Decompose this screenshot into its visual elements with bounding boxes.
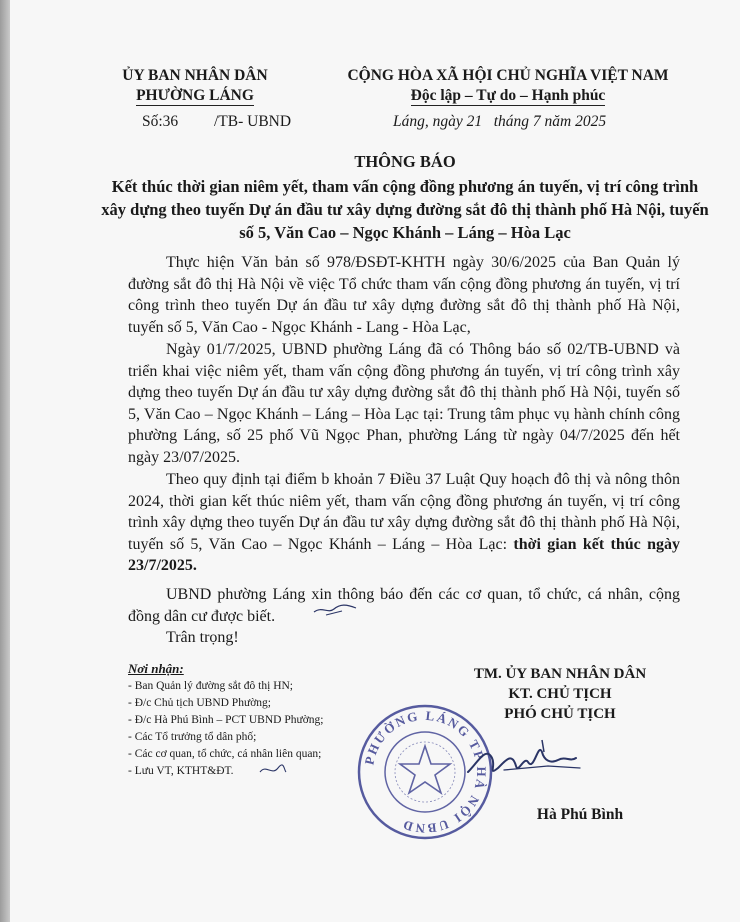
document-subtitle: Kết thúc thời gian niêm yết, tham vấn cộng đồng phương án tuyến, vị trí công trình xây dựng theo tuyến Dự án đầu tư xây dựng đường sắt đô thị thành phố Hà Nội, tuyến số 5, Văn Cao – Ngọc Khánh – Láng – Hòa Lạc <box>101 177 709 242</box>
document-page <box>10 0 740 922</box>
national-header <box>328 66 688 106</box>
doc-number-label: Số:36 <box>142 113 179 130</box>
recipient-item: - Các cơ quan, tổ chức, cá nhân liên quan; <box>128 748 322 760</box>
body-paragraph-5 <box>128 627 680 649</box>
recipient-item: - Đ/c Hà Phú Bình – PCT UBND Phường; <box>128 714 324 726</box>
doc-number-suffix: /TB- UBND <box>214 113 292 130</box>
signature-line2: KT. CHỦ TỊCH <box>508 686 612 702</box>
place-date: Láng, ngày 21 tháng 7 năm 2025 <box>393 113 607 130</box>
issuing-org <box>110 66 280 106</box>
document-title: THÔNG BÁO <box>354 152 456 171</box>
signature-line1: TM. ỦY BAN NHÂN DÂN <box>473 666 647 682</box>
recipient-item: - Ban Quản lý đường sắt đô thị HN; <box>128 680 293 692</box>
paragraph-text: UBND phường Láng xin thông báo đến các cơ quan, tổ chức, cá nhân, cộng đồng dân cư được biết. <box>128 586 680 625</box>
signature-line3: PHÓ CHỦ TỊCH <box>504 706 616 722</box>
initial-mark-icon <box>312 600 358 618</box>
body-paragraph-3 <box>128 469 680 577</box>
deadline-text: thời gian kết thúc ngày 23/7/2025. <box>128 535 680 574</box>
signer-name: Hà Phú Bình <box>536 806 624 823</box>
recipient-item: - Đ/c Chủ tịch UBND Phường; <box>128 697 271 709</box>
svg-text:PHƯỜNG LÁNG TP HÀ NỘI UBND: PHƯỜNG LÁNG TP HÀ NỘI UBND <box>361 707 490 837</box>
recipient-item: - Các Tổ trưởng tổ dân phố; <box>128 731 257 743</box>
body-paragraph-2 <box>128 339 680 468</box>
country-name: CỘNG HÒA XÃ HỘI CHỦ NGHĨA VIỆT NAM <box>347 67 669 84</box>
recipients-list <box>128 660 378 780</box>
org-line2: PHƯỜNG LÁNG <box>136 87 254 104</box>
paragraph-text: Theo quy định tại điểm b khoản 7 Điều 37 Luật Quy hoạch đô thị và nông thôn 2024, thời gian kết thúc niêm yết, tham vấn cộng đồng phương án tuyến, vị trí công trình xây dựng theo tuyến Dự án đầu tư xây dựng đường sắt đô thị thành phố Hà Nội, tuyến số 5, Văn Cao – Ngọc Khánh – Láng – Hòa Lạc: thời gian kết thúc ngày 23/7/2025. <box>128 471 680 574</box>
paragraph-text: Thực hiện Văn bản số 978/ĐSĐT-KHTH ngày 30/6/2025 của Ban Quản lý đường sắt đô thị Hà Nội về việc Tổ chức tham vấn cộng đồng phương án tuyến, vị trí công trình theo tuyến Dự án đầu tư xây dựng đường sắt đô thị thành phố Hà Nội, tuyến số 5, Văn Cao - Ngọc Khánh - Lang - Hòa Lạc, <box>128 254 680 336</box>
org-line1: ỦY BAN NHÂN DÂN <box>122 67 268 84</box>
body-paragraph-4 <box>128 584 680 627</box>
paragraph-text: Ngày 01/7/2025, UBND phường Láng đã có Thông báo số 02/TB-UBND và triển khai việc niêm yết, tham vấn cộng đồng phương án tuyến, vị trí công trình xây dựng theo tuyến Dự án đầu tư xây dựng đường sắt đô thị thành phố Hà Nội, tuyến số 5, Văn Cao – Ngọc Khánh – Láng – Hòa Lạc tại: Trung tâm phục vụ hành chính công phường Láng, số 25 phố Vũ Ngọc Phan, phường Láng từ ngày 04/7/2025 đến hết ngày 23/07/2025. <box>128 341 680 466</box>
recipient-item: - Lưu VT, KTHT&ĐT. <box>128 765 234 777</box>
national-motto: Độc lập – Tự do – Hạnh phúc <box>410 87 606 104</box>
recipients-heading: Nơi nhận: <box>128 661 184 676</box>
body-paragraph-1 <box>128 252 680 338</box>
handwritten-signature-icon <box>458 722 588 792</box>
initial-mark-icon <box>258 762 288 778</box>
closing-text: Trân trọng! <box>166 629 239 646</box>
